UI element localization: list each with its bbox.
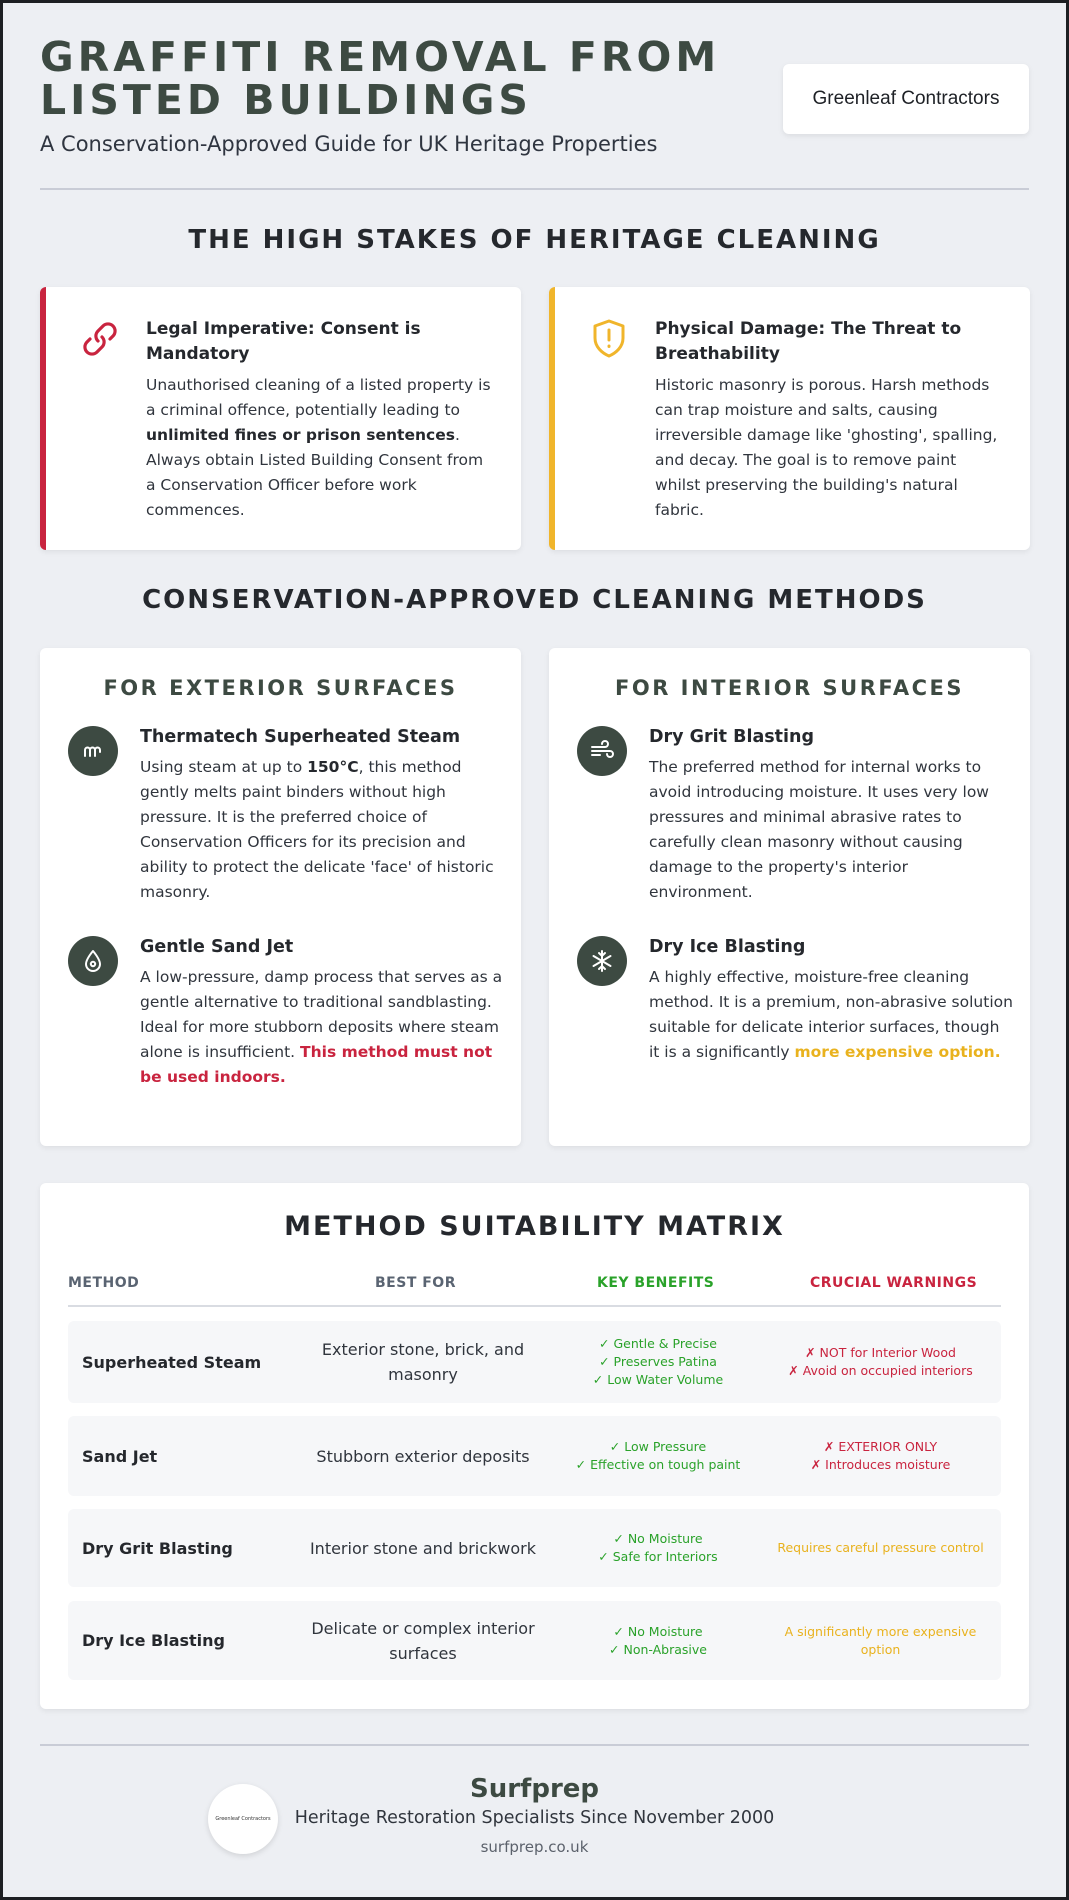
col-crucial-warnings: CRUCIAL WARNINGS [810,1275,978,1291]
legal-card-body: Unauthorised cleaning of a listed property is a criminal offence, potentially leading to unlimited fines or prison sentences. Always obtain Listed Building Consent from a Conservation Officer before work commences. [146,376,491,519]
damage-card-body: Historic masonry is porous. Harsh methods can trap moisture and salts, causing irreversible damage like 'ghosting', spalling, and decay. The goal is to remove paint whilst preserving the building's natural fabric. [655,376,998,519]
link-icon [78,317,122,361]
wind-icon [577,726,627,776]
damage-card-title: Physical Damage: The Threat to Breathability [655,319,962,364]
header-divider [40,188,1029,190]
matrix-header-divider [68,1305,1001,1307]
brand-badge: Greenleaf Contractors [783,64,1029,134]
matrix-header-row [68,1275,1001,1305]
page-subtitle: A Conservation-Approved Guide for UK Heritage Properties [40,132,658,156]
header [40,33,1029,166]
table-row [68,1416,1001,1496]
table-row [68,1321,1001,1403]
footer-tagline: Heritage Restoration Specialists Since November 2000 [294,1808,775,1828]
matrix-heading: METHOD SUITABILITY MATRIX [284,1211,785,1242]
row-warnings: A significantly more expensive option [784,1623,977,1657]
exterior-heading: FOR EXTERIOR SURFACES [103,676,458,700]
row-best-for: Stubborn exterior deposits [316,1446,530,1466]
row-method: Superheated Steam [82,1352,262,1372]
footer-company-name: Surfprep [469,1774,600,1804]
stakes-heading: THE HIGH STAKES OF HERITAGE CLEANING [188,225,881,255]
method-description: The preferred method for internal works to avoid introducing moisture. It uses very low pressures and minimal abrasive rates to carefully clean masonry without causing damage to the property's interior environment. [649,758,989,901]
row-method: Dry Grit Blasting [82,1538,233,1558]
row-benefits: ✓ No Moisture ✓ Non-Abrasive [609,1623,707,1657]
water-drop-icon [68,936,118,986]
row-method: Dry Ice Blasting [82,1631,226,1650]
footer-website-link[interactable]: surfprep.co.uk [480,1838,589,1856]
table-row [68,1509,1001,1587]
method-description: A low-pressure, damp process that serves as a gentle alternative to traditional sandblasting. Ideal for more stubborn deposits where steam alone is insufficient. This method must not be used indoors. [140,968,503,1086]
shield-alert-icon [587,317,631,361]
table-row [68,1601,1001,1680]
row-benefits: ✓ No Moisture ✓ Safe for Interiors [598,1531,718,1564]
row-method: Sand Jet [82,1446,158,1466]
legal-card-title: Legal Imperative: Consent is Mandatory [146,319,421,364]
page-title: GRAFFITI REMOVAL FROM LISTED BUILDINGS [40,33,721,124]
suitability-matrix [40,1183,1029,1709]
damage-card [549,287,1030,550]
method-title: Gentle Sand Jet [140,937,294,957]
row-warnings: ✗ NOT for Interior Wood ✗ Avoid on occupied interiors [788,1345,973,1378]
col-best-for: BEST FOR [375,1275,456,1291]
method-title: Dry Ice Blasting [649,937,806,957]
exterior-methods-card [40,648,521,1146]
method-title: Dry Grit Blasting [649,727,815,747]
method-description: A highly effective, moisture-free cleaning method. It is a premium, non-abrasive solution suitable for delicate interior surfaces, though it is a significantly more expensive option. [649,968,1013,1061]
col-key-benefits: KEY BENEFITS [597,1275,715,1291]
legal-penalty: unlimited fines or prison sentences [146,426,455,444]
methods-heading: CONSERVATION-APPROVED CLEANING METHODS [142,585,927,615]
footer-divider [40,1744,1029,1746]
row-warnings: Requires careful pressure control [777,1540,984,1555]
method-title: Thermatech Superheated Steam [140,727,461,747]
company-logo: Greenleaf Contractors [208,1784,278,1854]
row-best-for: Interior stone and brickwork [309,1538,537,1558]
row-best-for: Delicate or complex interior surfaces [311,1618,535,1663]
indoor-warning: This method must not be used indoors. [140,1043,493,1086]
interior-heading: FOR INTERIOR SURFACES [615,676,964,700]
col-method: METHOD [68,1275,140,1291]
cost-highlight: more expensive option. [794,1043,1001,1061]
row-benefits: ✓ Gentle & Precise ✓ Preserves Patina ✓ Low Water Volume [592,1336,724,1387]
row-best-for: Exterior stone, brick, and masonry [321,1340,525,1384]
interior-methods-card [549,648,1030,1146]
steam-icon [68,726,118,776]
row-benefits: ✓ Low Pressure ✓ Effective on tough paint [575,1439,741,1472]
row-warnings: ✗ EXTERIOR ONLY ✗ Introduces moisture [810,1439,951,1472]
snowflake-icon [577,936,627,986]
method-description: Using steam at up to 150°C, this method gently melts paint binders without high pressure. It is the preferred choice of Conservation Officers for its precision and ability to protect the delicate 'face' of historic masonry. [140,758,494,901]
legal-card [40,287,521,550]
